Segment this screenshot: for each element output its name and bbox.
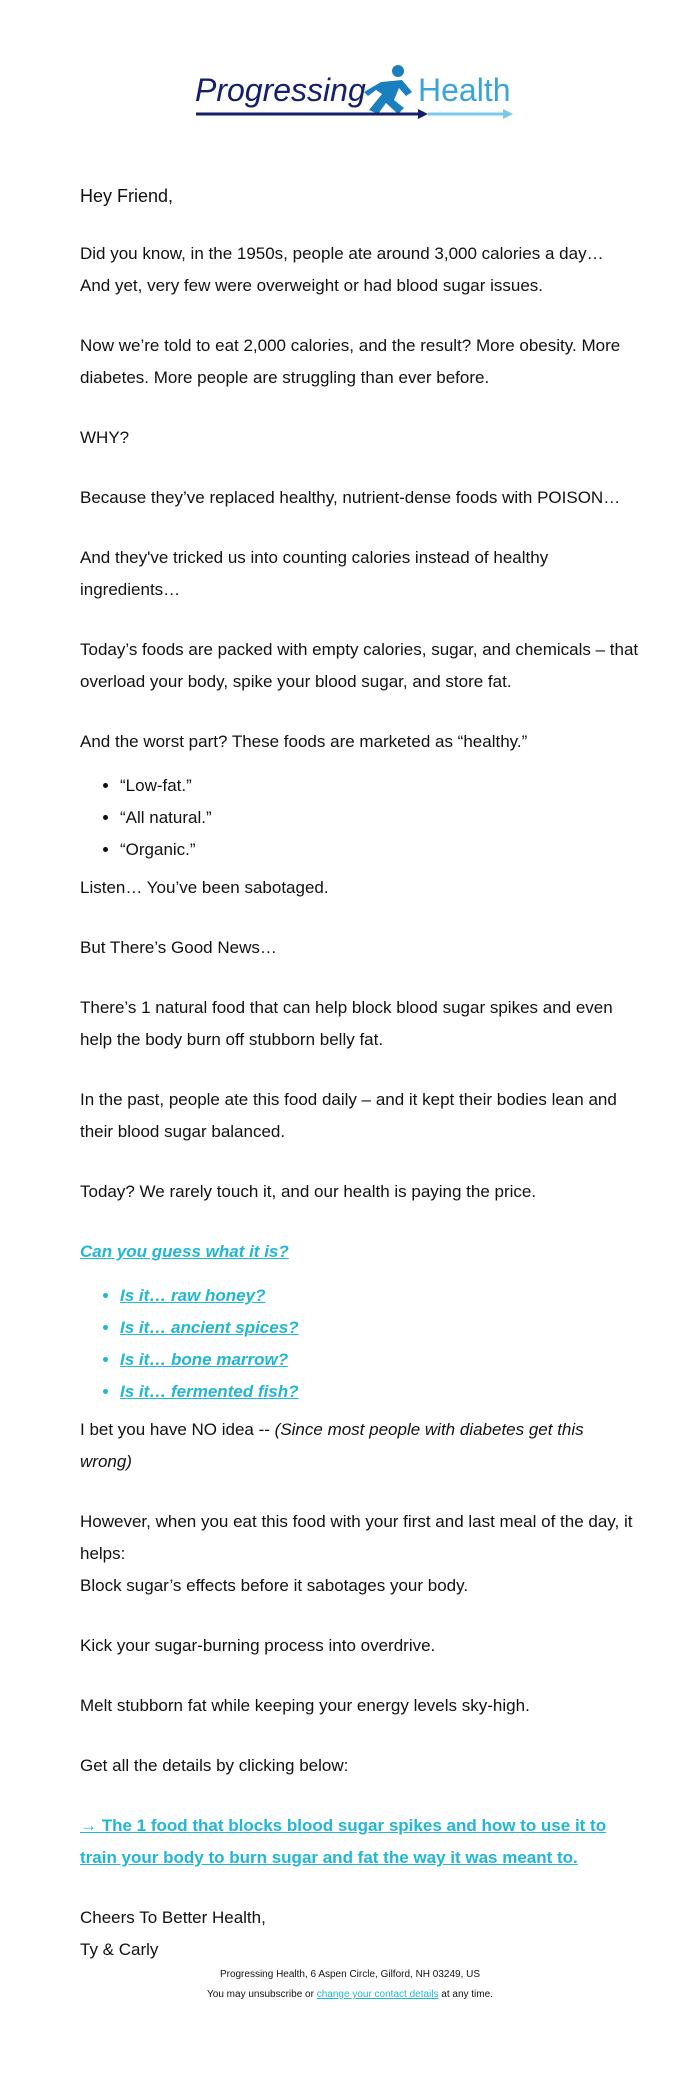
paragraph-18: Get all the details by clicking below: xyxy=(80,1756,349,1775)
cta-link[interactable]: → The 1 food that blocks blood sugar spikes and how to use it to train your body to burn sugar and fat the way it was meant to. xyxy=(80,1816,607,1867)
paragraph-1b: And yet, very few were overweight or had blood sugar issues. xyxy=(80,276,544,295)
footer-unsubscribe xyxy=(0,1985,700,2005)
paragraph-16: Kick your sugar-burning process into overdrive. xyxy=(80,1636,436,1655)
logo-word-progressing: Progressing xyxy=(195,72,366,108)
paragraph-9: But There’s Good News… xyxy=(80,938,277,957)
unsubscribe-text: You may unsubscribe or xyxy=(207,1989,317,2000)
paragraph-6: Today’s foods are packed with empty calories, sugar, and chemicals – that overload your body, spike your blood sugar, and store fat. xyxy=(80,640,639,691)
paragraph-5: And they've tricked us into counting calories instead of healthy ingredients… xyxy=(80,548,549,599)
paragraph-14: However, when you eat this food with your first and last meal of the day, it helps: xyxy=(80,1512,633,1563)
paragraph-3: WHY? xyxy=(80,428,130,447)
paragraph-2: Now we’re told to eat 2,000 calories, and the result? More obesity. More diabetes. More people are struggling than ever before. xyxy=(80,336,621,387)
guess-link[interactable]: Is it… bone marrow? xyxy=(120,1350,289,1369)
guess-link[interactable]: Is it… ancient spices? xyxy=(120,1318,299,1337)
contact-details-link[interactable]: change your contact details xyxy=(316,1989,439,2000)
paragraph-13 xyxy=(80,1414,640,1478)
logo-graphic xyxy=(0,62,700,128)
logo-word-health: Health xyxy=(418,72,511,108)
runner-icon xyxy=(364,65,412,114)
paragraph-13-main: I bet you have NO idea -- xyxy=(80,1420,275,1439)
list-item xyxy=(120,1280,640,1312)
brand-logo xyxy=(0,62,700,128)
paragraph-13-aside: (Since most people with diabetes get this wrong) xyxy=(80,1420,584,1471)
guess-link[interactable]: Is it… raw honey? xyxy=(120,1286,266,1305)
guess-list xyxy=(80,1280,640,1408)
guess-link[interactable]: Is it… fermented fish? xyxy=(120,1382,299,1401)
paragraph-7: And the worst part? These foods are marketed as “healthy.” xyxy=(80,732,528,751)
list-item: • “Organic.” xyxy=(120,834,640,866)
list-item xyxy=(120,1344,640,1376)
logo-arrowhead-light xyxy=(503,109,513,119)
paragraph-15: Block sugar’s effects before it sabotages your body. xyxy=(80,1576,469,1595)
guess-question-link[interactable]: Can you guess what it is? xyxy=(80,1242,289,1261)
greeting: Hey Friend, xyxy=(80,186,174,206)
signoff: Cheers To Better Health, xyxy=(80,1908,266,1927)
logo-arrowhead-navy xyxy=(418,109,428,119)
list-item: • “All natural.” xyxy=(120,802,640,834)
signature: Ty & Carly xyxy=(80,1940,159,1959)
paragraph-12: Today? We rarely touch it, and our health is paying the price. xyxy=(80,1182,537,1201)
footer-address: Progressing Health, 6 Aspen Circle, Gilford, NH 03249, US xyxy=(219,1969,481,1980)
paragraph-17: Melt stubborn fat while keeping your energy levels sky-high. xyxy=(80,1696,530,1715)
paragraph-11: In the past, people ate this food daily – and it kept their bodies lean and their blood sugar balanced. xyxy=(80,1090,617,1141)
marketing-claims-list xyxy=(80,770,640,866)
paragraph-4: Because they’ve replaced healthy, nutrient-dense foods with POISON… xyxy=(80,488,621,507)
list-item: • “Low-fat.” xyxy=(120,770,640,802)
email-footer xyxy=(0,1965,700,2005)
paragraph-10: There’s 1 natural food that can help block blood sugar spikes and even help the body burn off stubborn belly fat. xyxy=(80,998,613,1049)
unsubscribe-suffix: at any time. xyxy=(438,1989,493,2000)
email-body xyxy=(80,180,640,1966)
list-item xyxy=(120,1312,640,1344)
list-item xyxy=(120,1376,640,1408)
paragraph-8: Listen… You’ve been sabotaged. xyxy=(80,878,329,897)
paragraph-1a: Did you know, in the 1950s, people ate around 3,000 calories a day… xyxy=(80,244,604,263)
